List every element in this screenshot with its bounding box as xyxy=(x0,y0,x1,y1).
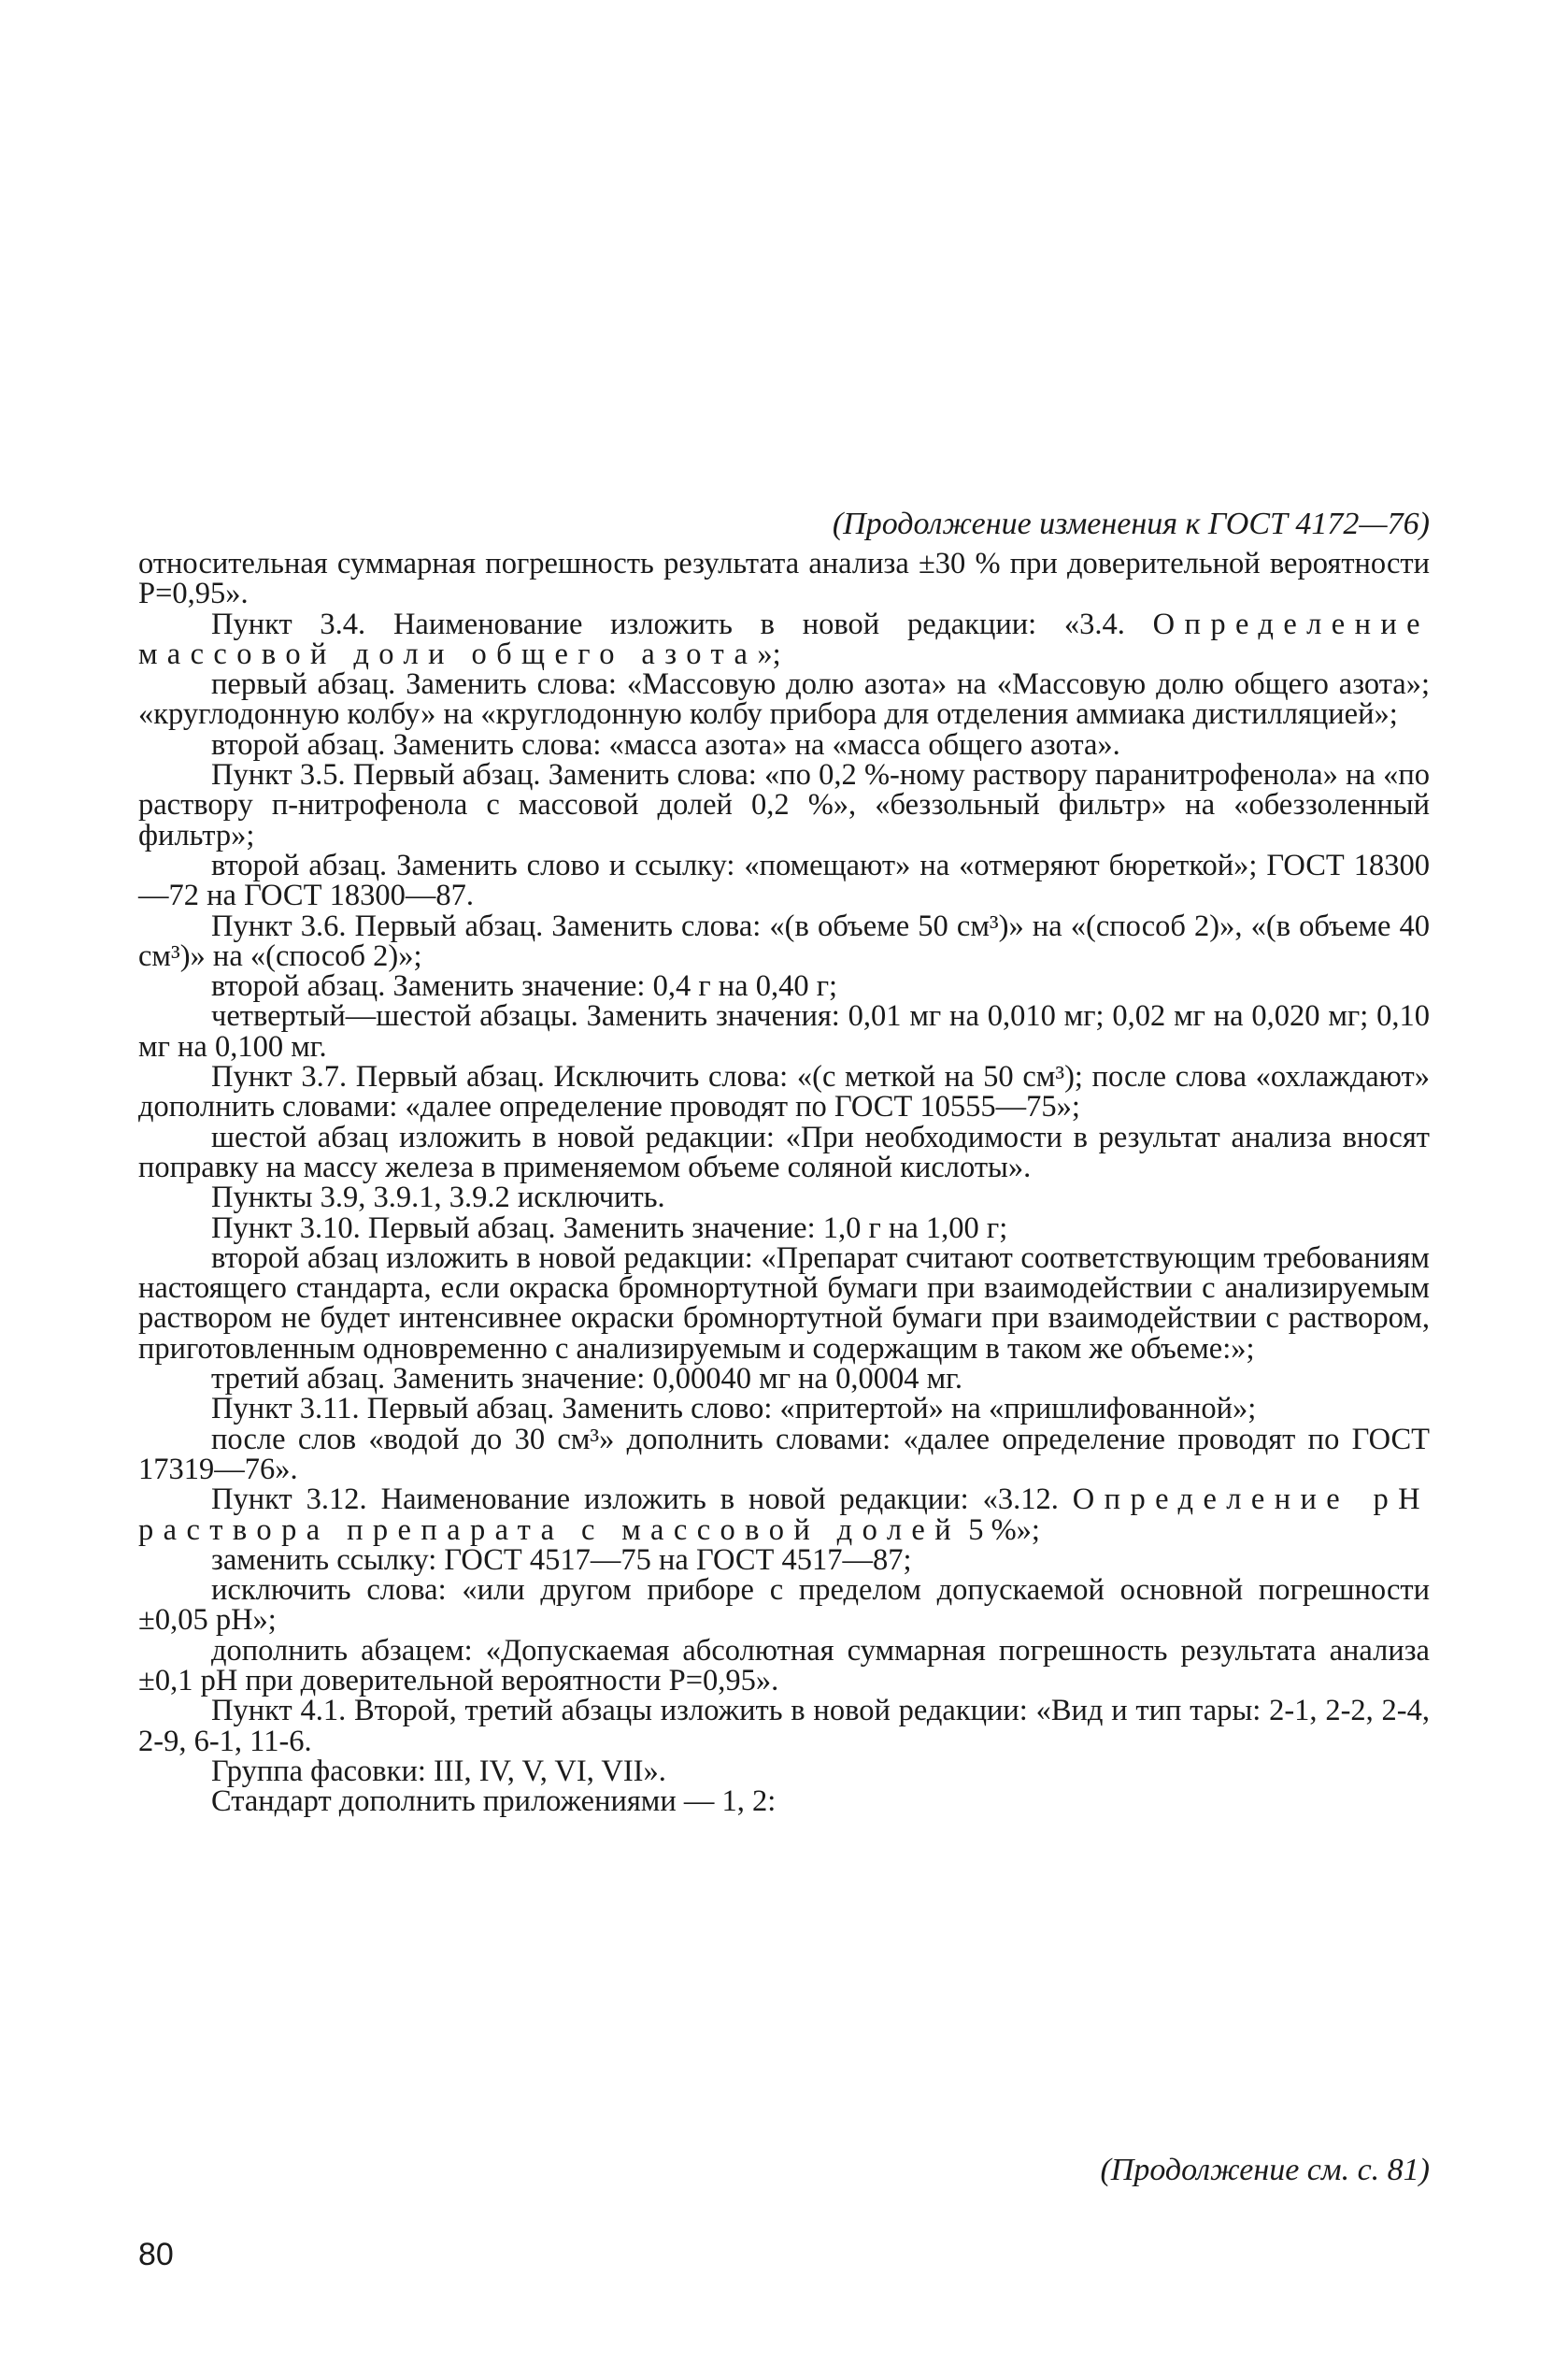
spaced-heading-text: Определение массовой доли общего азота xyxy=(138,607,1430,671)
paragraph: относительная суммарная погрешность результата анализа ±30 % при доверительной вероятности Р=0,95». xyxy=(138,547,1430,611)
paragraph-text: Пункт 3.12. Наименование изложить в новой редакции: «3.12. xyxy=(211,1482,1073,1517)
paragraph: Пункт 3.11. Первый абзац. Заменить слово: «притертой» на «пришлифованной»; xyxy=(211,1392,1257,1426)
paragraph: третий абзац. Заменить значение: 0,00040 мг на 0,0004 мг. xyxy=(211,1362,962,1396)
page-number: 80 xyxy=(138,2237,174,2272)
document-body xyxy=(138,547,1430,1819)
paragraph-text: »; xyxy=(757,637,781,671)
paragraph: четвертый—шестой абзацы. Заменить значения: 0,01 мг на 0,010 мг; 0,02 мг на 0,020 мг; 0,10 мг на 0,100 мг. xyxy=(138,999,1430,1064)
paragraph: второй абзац. Заменить значение: 0,4 г на 0,40 г; xyxy=(211,969,838,1004)
paragraph: второй абзац изложить в новой редакции: «Препарат считают соответствующим требованиям настоящего стандарта, если окраска бромнортутной бумаги при взаимодействии с анализируемым раствором не будет интенсивнее окраски бромнортутной бумаги при взаимодействии с раствором, приготовленным одновременно с анализируемым и содержащим в таком же объеме:»; xyxy=(138,1240,1430,1366)
paragraph xyxy=(138,609,1430,670)
spaced-heading-text: Определение рН раствора препарата с массовой долей xyxy=(138,1482,1430,1547)
paragraph: дополнить абзацем: «Допускаемая абсолютная суммарная погрешность результата анализа ±0,1 рН при доверительной вероятности Р=0,95». xyxy=(138,1633,1430,1697)
paragraph-text: 5 %»; xyxy=(961,1512,1040,1547)
paragraph: Пункт 3.5. Первый абзац. Заменить слова: «по 0,2 %-ному раствору паранитрофенола» на «по раствору п-нитрофенола с массовой долей 0,2 %», «беззольный фильтр» на «обеззоленный фильтр»; xyxy=(138,758,1430,852)
paragraph: Пункт 3.10. Первый абзац. Заменить значение: 1,0 г на 1,00 г; xyxy=(211,1210,1008,1245)
paragraph: Пункт 3.6. Первый абзац. Заменить слова: «(в объеме 50 см³)» на «(способ 2)», «(в объеме 40 см³)» на «(способ 2)»; xyxy=(138,909,1430,973)
paragraph: Пункты 3.9, 3.9.1, 3.9.2 исключить. xyxy=(211,1181,665,1215)
paragraph-text: Пункт 3.4. Наименование изложить в новой редакции: «3.4. xyxy=(211,607,1153,641)
paragraph: исключить слова: «или другом приборе с пределом допускаемой основной погрешности ±0,05 рН»; xyxy=(138,1573,1430,1638)
paragraph: заменить ссылку: ГОСТ 4517—75 на ГОСТ 4517—87; xyxy=(211,1542,912,1577)
paragraph xyxy=(138,1484,1430,1545)
paragraph: после слов «водой до 30 см³» дополнить словами: «далее определение проводят по ГОСТ 17319—76». xyxy=(138,1422,1430,1486)
paragraph: второй абзац. Заменить слово и ссылку: «помещают» на «отмеряют бюреткой»; ГОСТ 18300—72 на ГОСТ 18300—87. xyxy=(138,848,1430,913)
paragraph: первый абзац. Заменить слова: «Массовую долю азота» на «Массовую долю общего азота»; «круглодонную колбу» на «круглодонную колбу прибора для отделения аммиака дистилляцией»; xyxy=(138,667,1430,732)
paragraph: Стандарт дополнить приложениями — 1, 2: xyxy=(211,1784,777,1819)
continuation-footer: (Продолжение см. с. 81) xyxy=(1100,2153,1430,2187)
paragraph: Пункт 3.7. Первый абзац. Исключить слова: «(с меткой на 50 см³); после слова «охлаждают» дополнить словами: «далее определение проводят по ГОСТ 10555—75»; xyxy=(138,1060,1430,1124)
paragraph: шестой абзац изложить в новой редакции: «При необходимости в результат анализа вносят поправку на массу железа в применяемом объеме соляной кислоты». xyxy=(138,1120,1430,1184)
paragraph: Группа фасовки: III, IV, V, VI, VII». xyxy=(211,1754,666,1788)
paragraph: второй абзац. Заменить слова: «масса азота» на «масса общего азота». xyxy=(211,727,1120,762)
continuation-header: (Продолжение изменения к ГОСТ 4172—76) xyxy=(832,507,1430,541)
paragraph: Пункт 4.1. Второй, третий абзацы изложить в новой редакции: «Вид и тип тары: 2-1, 2-2, 2-4, 2-9, 6-1, 11-6. xyxy=(138,1694,1430,1758)
